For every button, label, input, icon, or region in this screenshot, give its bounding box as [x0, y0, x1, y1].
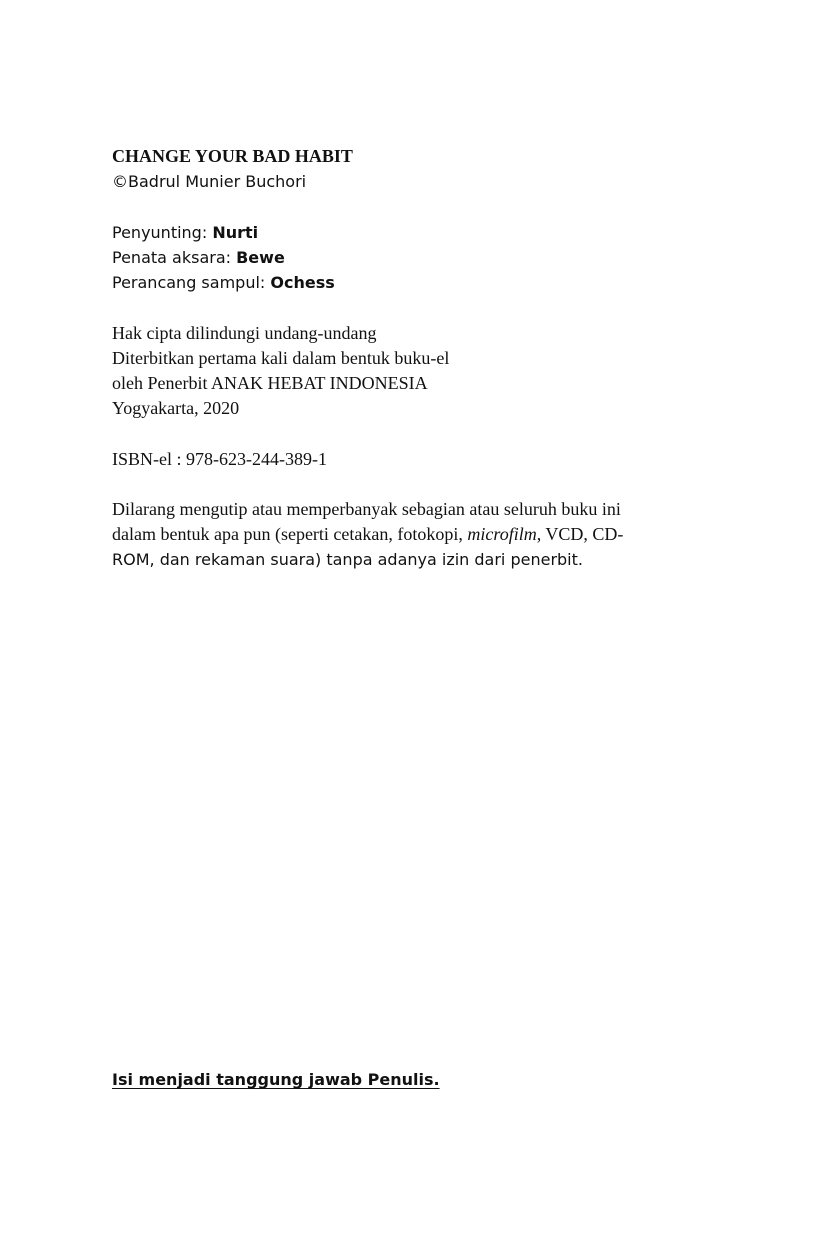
- rights-line-1: Hak cipta dilindungi undang-undang: [112, 323, 377, 343]
- notice-line-2-end: , VCD, CD-: [536, 524, 624, 544]
- notice-line-1: Dilarang mengutip atau memperbanyak sebagian atau seluruh buku ini: [112, 499, 621, 519]
- credits-block: [112, 220, 712, 295]
- cover-designer-name: Ochess: [270, 273, 335, 292]
- editor-label: Penyunting:: [112, 223, 213, 242]
- rights-line-3: oleh Penerbit ANAK HEBAT INDONESIA: [112, 373, 428, 393]
- notice-line-3: ROM, dan rekaman suara) tanpa adanya izin dari penerbit.: [112, 550, 583, 569]
- cover-designer-label: Perancang sampul:: [112, 273, 271, 292]
- notice-line-2: [112, 522, 712, 547]
- rights-line-4: Yogyakarta, 2020: [112, 398, 240, 418]
- notice-line-2-start: dalam bentuk apa pun (seperti cetakan, fotokopi,: [112, 524, 468, 544]
- copyright-line: ©Badrul Munier Buchori: [112, 172, 307, 191]
- isbn-block: [112, 447, 712, 472]
- layout-line: [112, 245, 712, 270]
- layout-name: Bewe: [236, 248, 285, 267]
- cover-designer-line: [112, 270, 712, 295]
- isbn-line: ISBN-el : 978-623-244-389-1: [112, 449, 327, 469]
- notice-block: [112, 497, 712, 572]
- title-block: [112, 144, 712, 194]
- responsibility-note: Isi menjadi tanggung jawab Penulis.: [112, 1070, 440, 1089]
- editor-line: [112, 220, 712, 245]
- editor-name: Nurti: [212, 223, 259, 242]
- rights-line-2: Diterbitkan pertama kali dalam bentuk buku-el: [112, 348, 450, 368]
- rights-block: [112, 321, 712, 421]
- book-title: CHANGE YOUR BAD HABIT: [112, 146, 353, 166]
- notice-italic-term: microfilm: [467, 524, 537, 544]
- layout-label: Penata aksara:: [112, 248, 237, 267]
- footer-block: [112, 1067, 712, 1092]
